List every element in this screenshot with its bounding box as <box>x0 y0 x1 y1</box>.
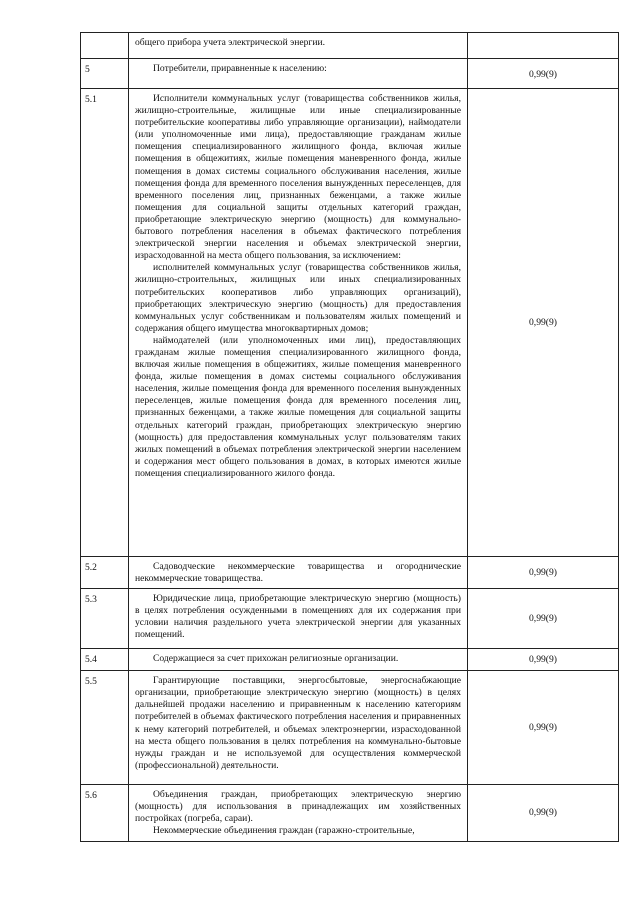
description-paragraph: исполнителей коммунальных услуг (товарищества собственников жилья, жилищно-строительных, жилищных или иных специализированных потребительских кооперативов либо управляющих организаций), приобретающих электрическую энергию (мощность) для предоставления коммунальных услуг собственникам и пользователям жилых помещений и содержания общего имущества многоквартирных домов; <box>135 262 461 334</box>
table-row <box>81 649 619 671</box>
description-paragraph: Объединения граждан, приобретающих электрическую энергию (мощность) для использования в принадлежащих им хозяйственных постройках (погреба, сараи). <box>135 789 461 825</box>
table-row <box>81 33 619 59</box>
description-paragraph: Исполнители коммунальных услуг (товарищества собственников жилья, жилищно-строительные, жилищные или иные специализированные потребительские кооперативы либо управляющие организации), наймодатели (или уполномоченные ими лица), предоставляющие гражданам жилые помещения специализированного жилищного фонда, включая жилые помещения в общежитиях, жилые помещения маневренного фонда, жилые помещения в домах системы социального обслуживания населения, жилые помещения фонда для временного поселения вынужденных переселенцев, для временного поселения лиц, признанных беженцами, а также жилые помещения для социальной защиты отдельных категорий граждан, приобретающие электрическую энергию (мощность) для коммунально-бытового потребления населения в объемах фактического потребления электрической энергии населения и объемах электрической энергии, израсходованной на места общего пользования, за исключением: <box>135 93 461 262</box>
tariff-value: 0,99(9) <box>468 649 619 671</box>
table-row <box>81 671 619 785</box>
tariff-value: 0,99(9) <box>468 59 619 89</box>
row-description <box>129 33 468 59</box>
table-row <box>81 59 619 89</box>
tariff-table-body <box>81 33 619 842</box>
description-paragraph: наймодателей (или уполномоченных ими лиц), предоставляющих гражданам жилые помещения специализированного жилищного фонда, включая жилые помещения в общежитиях, жилые помещения маневренного фонда, жилые помещения в домах системы социального обслуживания населения, жилые помещения фонда для временного поселения вынужденных переселенцев, жилые помещения фонда для временного поселения лиц, признанных беженцами, а также жилые помещения для социальной защиты отдельных категорий граждан, приобретающих электрическую энергию (мощность) для предоставления коммунальных услуг пользователям таких жилых помещений в объемах потребления электрической энергии населением и содержания мест общего пользования в домах, в которых имеются жилые помещения специализированного жилого фонда. <box>135 334 461 479</box>
tariff-value: 0,99(9) <box>468 589 619 649</box>
row-description <box>129 589 468 649</box>
row-number: 5 <box>81 59 129 89</box>
row-number: 5.4 <box>81 649 129 671</box>
row-number: 5.3 <box>81 589 129 649</box>
table-row <box>81 785 619 841</box>
tariff-table <box>80 32 619 842</box>
description-paragraph: Содержащиеся за счет прихожан религиозные организации. <box>153 653 399 665</box>
description-paragraph: Юридические лица, приобретающие электрическую энергию (мощность) в целях потребления осужденными в помещениях для их содержания при условии наличия раздельного учета электрической энергии для указанных помещений. <box>135 593 461 641</box>
row-number <box>81 33 129 59</box>
row-description <box>129 649 468 671</box>
description-paragraph: Некоммерческие объединения граждан (гаражно-строительные, <box>153 825 415 837</box>
tariff-value: 0,99(9) <box>468 89 619 557</box>
tariff-value <box>468 33 619 59</box>
tariff-value: 0,99(9) <box>468 671 619 785</box>
description-paragraph: общего прибора учета электрической энергии. <box>135 37 326 48</box>
row-description <box>129 89 468 557</box>
tariff-value: 0,99(9) <box>468 785 619 841</box>
table-row <box>81 557 619 589</box>
description-paragraph: Гарантирующие поставщики, энергосбытовые, энергоснабжающие организации, приобретающие электрическую энергию (мощность) в целях дальнейшей продажи населению и приравненным к населению категориям потребителей в объемах фактического потребления населения и приравненных к нему категорий потребителей, и объемах электроэнергии, израсходованной на места общего пользования в целях потребления на коммунально-бытовые нужды граждан и не используемой для осуществления коммерческой (профессиональной) деятельности. <box>135 675 461 771</box>
row-description <box>129 557 468 589</box>
row-description <box>129 59 468 89</box>
description-paragraph: Садоводческие некоммерческие товарищества и огороднические некоммерческие товарищества. <box>135 561 461 585</box>
description-paragraph: Потребители, приравненные к населению: <box>153 63 327 74</box>
row-number: 5.2 <box>81 557 129 589</box>
row-number: 5.5 <box>81 671 129 785</box>
row-description <box>129 671 468 785</box>
row-number: 5.6 <box>81 785 129 841</box>
table-row <box>81 89 619 557</box>
row-number: 5.1 <box>81 89 129 557</box>
tariff-value: 0,99(9) <box>468 557 619 589</box>
table-row <box>81 589 619 649</box>
row-description <box>129 785 468 841</box>
